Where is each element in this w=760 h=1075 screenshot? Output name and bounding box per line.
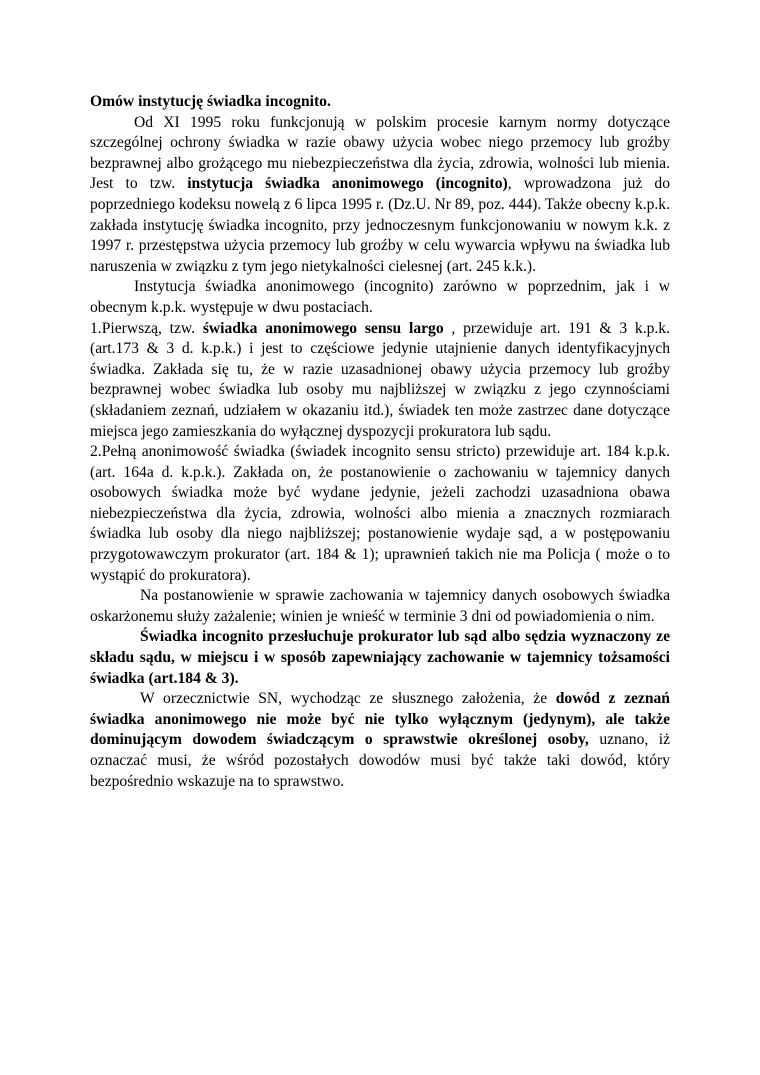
paragraph-sensu-largo-emphasis: świadka anonimowego sensu largo [202,319,444,337]
paragraph-sensu-stricto: 2.Pełną anonimowość świadka (świadek incognito sensu stricto) przewiduje art. 184 k.p.k. (art. 164a d. k.p.k.). Zakłada on, że postanowienie o zachowaniu w tajemnicy danych osobowych świadka może być wydane jedynie, jeżeli zachodzi uzasadniona obawa niebezpieczeństwa dla życia, zdrowia, wolności albo mienia a znacznych rozmiarach świadka lub osoby dla niego najbliższej; postanowienie wydaje sąd, a w postępowaniu przygotowawczym prokurator (art. 184 & 1); uprawnień takich nie ma Policja ( może o to wystąpić do prokuratora). [90,443,670,584]
paragraph-introduction-text-1: Od XI 1995 roku funkcjonują w polskim procesie karnym normy dotyczące szczególnej ochrony świadka w razie obawy użycia wobec niego przemocy lub groźby bezprawnej albo grożącego mu niebezpieczeństwa dla życia, zdrowia, wolności lub mienia. Jest to tzw. [90,113,670,193]
paragraph-complaint: Na postanowienie w sprawie zachowania w tajemnicy danych osobowych świadka oskarżonemu służy zażalenie; winien je wnieść w terminie 3 dni od powiadomienia o nim. [90,587,670,625]
paragraph-case-law [90,689,670,792]
paragraph-case-law-text-1: W orzecznictwie SN, wychodząc ze słusznego założenia, że [140,690,556,708]
document-title: Omów instytucję świadka incognito. [90,93,331,110]
paragraph-case-law-text-2: uznano, iż oznaczać musi, że wśród pozostałych dowodów musi być także taki dowód, który bezpośrednio wskazuje na to sprawstwo. [90,731,671,790]
paragraph-sensu-largo [90,319,670,443]
paragraph-sensu-largo-text-2: , przewiduje art. 191 & 3 k.p.k. (art.173 & 3 d. k.p.k.) i jest to częściowe jedynie utajnienie danych identyfikacyjnych świadka. Zakłada się tu, że w razie uzasadnionej obawy użycia przemocy lub groźby bezprawnej wobec świadka lub osoby mu najbliższej w związku z jego czynnościami (składaniem zeznań, udziałem w okazaniu itd.), świadek ten może zastrzec dane dotyczące miejsca jego zamieszkania do wyłącznej dyspozycji prokuratora lub sądu. [90,319,670,440]
paragraph-sensu-largo-text-1: 1.Pierwszą, tzw. [90,319,203,337]
paragraph-introduction [90,113,670,278]
document-page [90,92,670,792]
paragraph-introduction-emphasis: instytucja świadka anonimowego (incognito) [187,175,508,193]
paragraph-hearing: Świadka incognito przesłuchuje prokurator lub sąd albo sędzia wyznaczony ze składu sądu, w miejscu i w sposób zapewniający zachowanie w tajemnicy tożsamości świadka (art.184 & 3). [90,628,670,687]
paragraph-two-forms: Instytucja świadka anonimowego (incognito) zarówno w poprzednim, jak i w obecnym k.p.k. występuje w dwu postaciach. [90,278,670,316]
paragraph-introduction-text-2: , wprowadzona już do poprzedniego kodeksu nowelą z 6 lipca 1995 r. (Dz.U. Nr 89, poz. 444). Także obecny k.p.k. zakłada instytucję świadka incognito, przy jednoczesnym funkcjonowaniu w nowym k.k. z 1997 r. przestępstwa użycia przemocy lub groźby w celu wywarcia wpływu na świadka lub naruszenia w związku z tym jego nietykalności cielesnej (art. 245 k.k.). [90,175,671,275]
paragraph-case-law-emphasis: dowód z zeznań świadka anonimowego nie może być nie tylko wyłącznym (jedynym), ale także dominującym dowodem świadczącym o sprawstwie określonej osoby, [90,690,670,749]
